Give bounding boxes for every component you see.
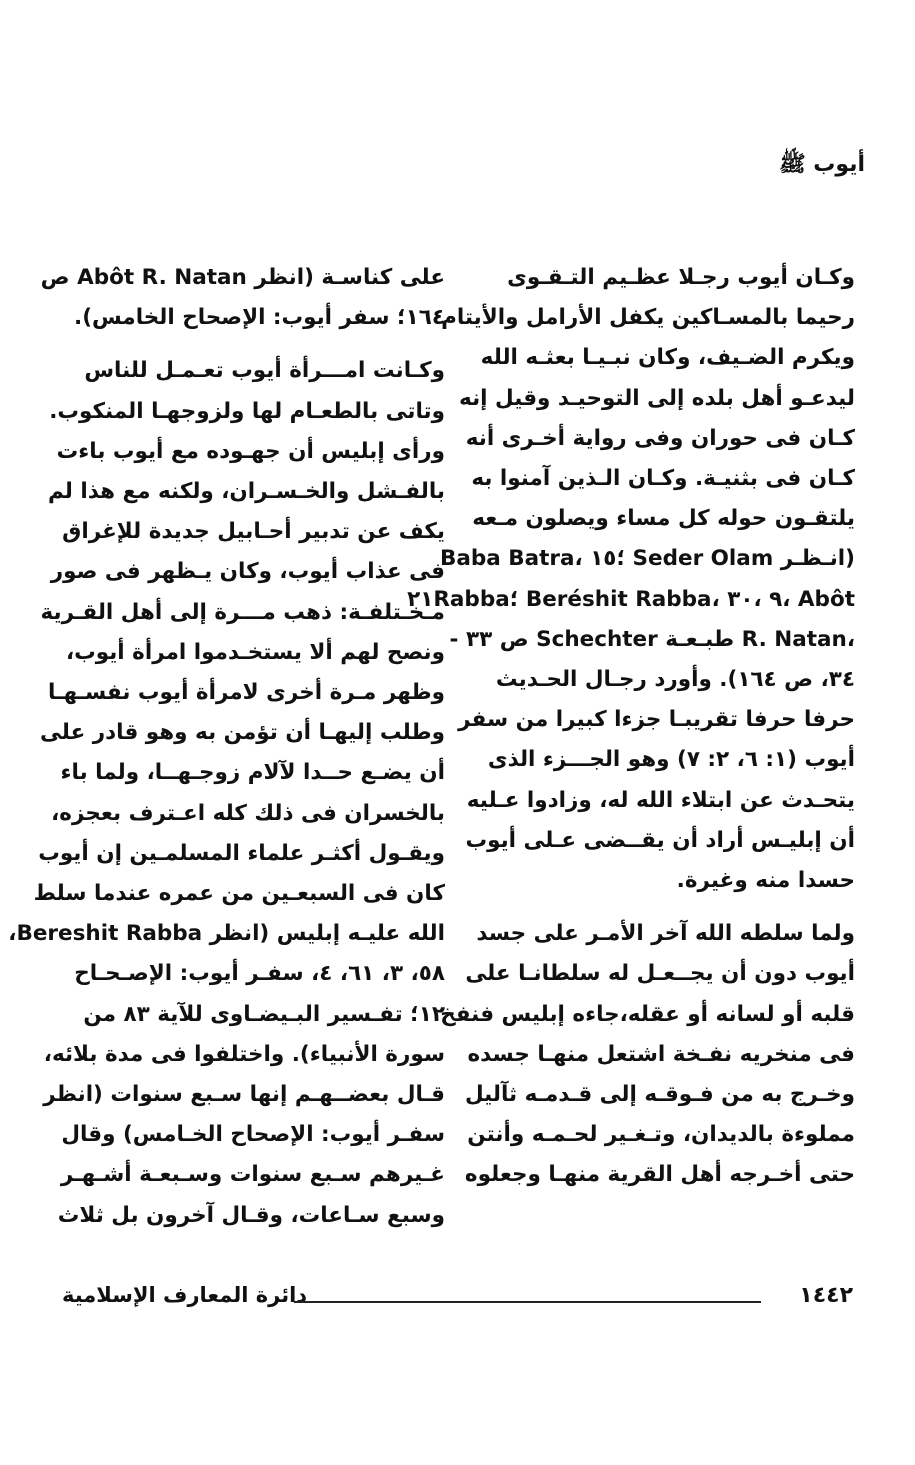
text-line: ،R. Natan طبـعـة Schechter ص ٣٣ - — [449, 626, 855, 652]
footer-rule — [294, 1301, 761, 1303]
text-line: على كناسـة (انظر Abôt R. Natan ص — [40, 265, 445, 290]
encyclopedia-name: دائرة المعارف الإسلامية — [62, 1283, 308, 1307]
text-line: ولما سلطه الله آخر الأمـر على جسد — [476, 921, 855, 947]
text-line: حتى أخـرجه أهل القرية منهـا وجعلوه — [464, 1162, 855, 1188]
text-line: وظهر مـرة أخرى لامرأة أيوب نفسـهـا — [48, 680, 445, 706]
text-line: ويقـول أكثـر علماء المسلمـين إن أيوب — [38, 840, 445, 866]
text-line: وسبع سـاعات، وقـال آخرون بل ثلاث — [57, 1202, 445, 1228]
text-line: أيوب (١: ٦، ٢: ٧) وهو الجـــزء الذى — [487, 747, 855, 773]
text-line: يكف عن تدبير أحـابيل جديدة للإغراق — [62, 519, 445, 545]
text-line: أن يضـع حــدا لآلام زوجـهــا، ولما باء — [60, 760, 445, 786]
text-line: حرفا حرفا تقريبـا جزءا كبيرا من سفر — [458, 707, 855, 733]
text-line: ليدعـو أهل بلده إلى التوحيـد وقيل إنه — [459, 385, 855, 411]
text-line: وخـرج به من فـوقـه إلى قـدمـه ثآليل — [464, 1082, 855, 1108]
paragraph — [440, 914, 855, 1195]
text-line: كان فى السبعـين من عمره عندما سلط — [33, 881, 445, 907]
text-line: وكـانت امـــرأة أيوب تعـمـل للناس — [84, 358, 445, 384]
text-line: (انـظـر Seder Olam ؛١٥ ،Baba Batra — [439, 546, 855, 572]
text-line: سورة الأنبياء). واختلفوا فى مدة بلائه، — [43, 1041, 445, 1067]
text-line: سفـر أيوب: الإصحاح الخـامس) وقال — [61, 1122, 445, 1148]
text-line: وطلب إليهـا أن تؤمن به وهو قادر على — [40, 720, 445, 746]
page-header-title: أيوب ﷺ — [779, 152, 865, 177]
text-line: بالفـشل والخـسـران، ولكنه مع هذا لم — [47, 479, 445, 505]
text-line: حسدا منه وغيرة. — [676, 868, 855, 894]
text-line: كـان فى بثنيـة. وكـان الـذين آمنوا به — [471, 466, 855, 492]
text-line: فى منخريه نفـخة اشتعل منهـا جسده — [467, 1041, 855, 1067]
text-line: وتاتى بالطعـام لها ولزوجهـا المنكوب. — [49, 398, 445, 424]
text-line: ١٢؛ تفـسير البـيضـاوى للآية ٨٣ من — [83, 1001, 445, 1027]
text-line: ونصح لهم ألا يستخـدموا امرأة أيوب، — [65, 639, 445, 665]
text-line: أن إبليـس أراد أن يقــضى عـلى أيوب — [465, 827, 855, 853]
text-line: الله عليـه إبليس (انظر Bereshit Rabba، — [8, 921, 445, 947]
text-line: بالخسران فى ذلك كله اعـترف بعجزه، — [51, 800, 445, 826]
text-line: فى عذاب أيوب، وكان يـظهر فى صور — [50, 559, 445, 585]
text-line: ٥٨، ٣، ٦١، ٤، سفـر أيوب: الإصـحـاح — [74, 961, 445, 987]
text-line: غـيرهم سـبع سنوات وسـبعـة أشـهـر — [60, 1162, 445, 1188]
text-line: مملوءة بالديدان، وتـغـير لحـمـه وأنتن — [467, 1122, 855, 1148]
text-line: أيوب دون أن يجــعـل له سلطانـا على — [465, 961, 855, 987]
paragraph — [40, 258, 445, 338]
left-text-column — [8, 258, 445, 1249]
text-line: يتحـدث عن ابتلاء الله له، وزادوا عـليه — [466, 787, 855, 813]
text-line: Abôt ،٩ ،٣٠ ،Beréshit Rabba ؛٢١Rabba — [407, 586, 855, 612]
text-line: رحيما بالمسـاكين يكفل الأرامل والأيتام — [441, 305, 855, 331]
right-text-column — [407, 258, 855, 1209]
text-line: وكـان أيوب رجـلا عظـيم التـقـوى — [507, 265, 855, 290]
text-line: مـخـتلفـة: ذهب مـــرة إلى أهل القـرية — [40, 599, 445, 625]
paragraph — [8, 351, 445, 1235]
text-line: ويكرم الضـيف، وكان نبـيـا بعثـه الله — [480, 345, 855, 371]
page-footer — [62, 1283, 853, 1319]
page-number: ١٤٤٢ — [799, 1283, 853, 1308]
text-line: ٣٤، ص ١٦٤). وأورد رجـال الحـديث — [495, 667, 855, 693]
text-line: ١٦٤؛ سفر أيوب: الإصحاح الخامس). — [74, 305, 445, 331]
paragraph — [407, 258, 855, 901]
text-line: ورأى إبليس أن جهـوده مع أيوب باءت — [56, 438, 445, 464]
text-line: كـان فى حوران وفى رواية أخـرى أنه — [465, 425, 855, 451]
text-line: قلبه أو لسانه أو عقله،جاءه إبليس فنفخ — [440, 1001, 855, 1027]
text-line: قـال بعضــهـم إنها سـبع سنوات (انظر — [43, 1082, 445, 1108]
text-line: يلتقـون حوله كل مساء ويصلون مـعه — [472, 506, 855, 532]
